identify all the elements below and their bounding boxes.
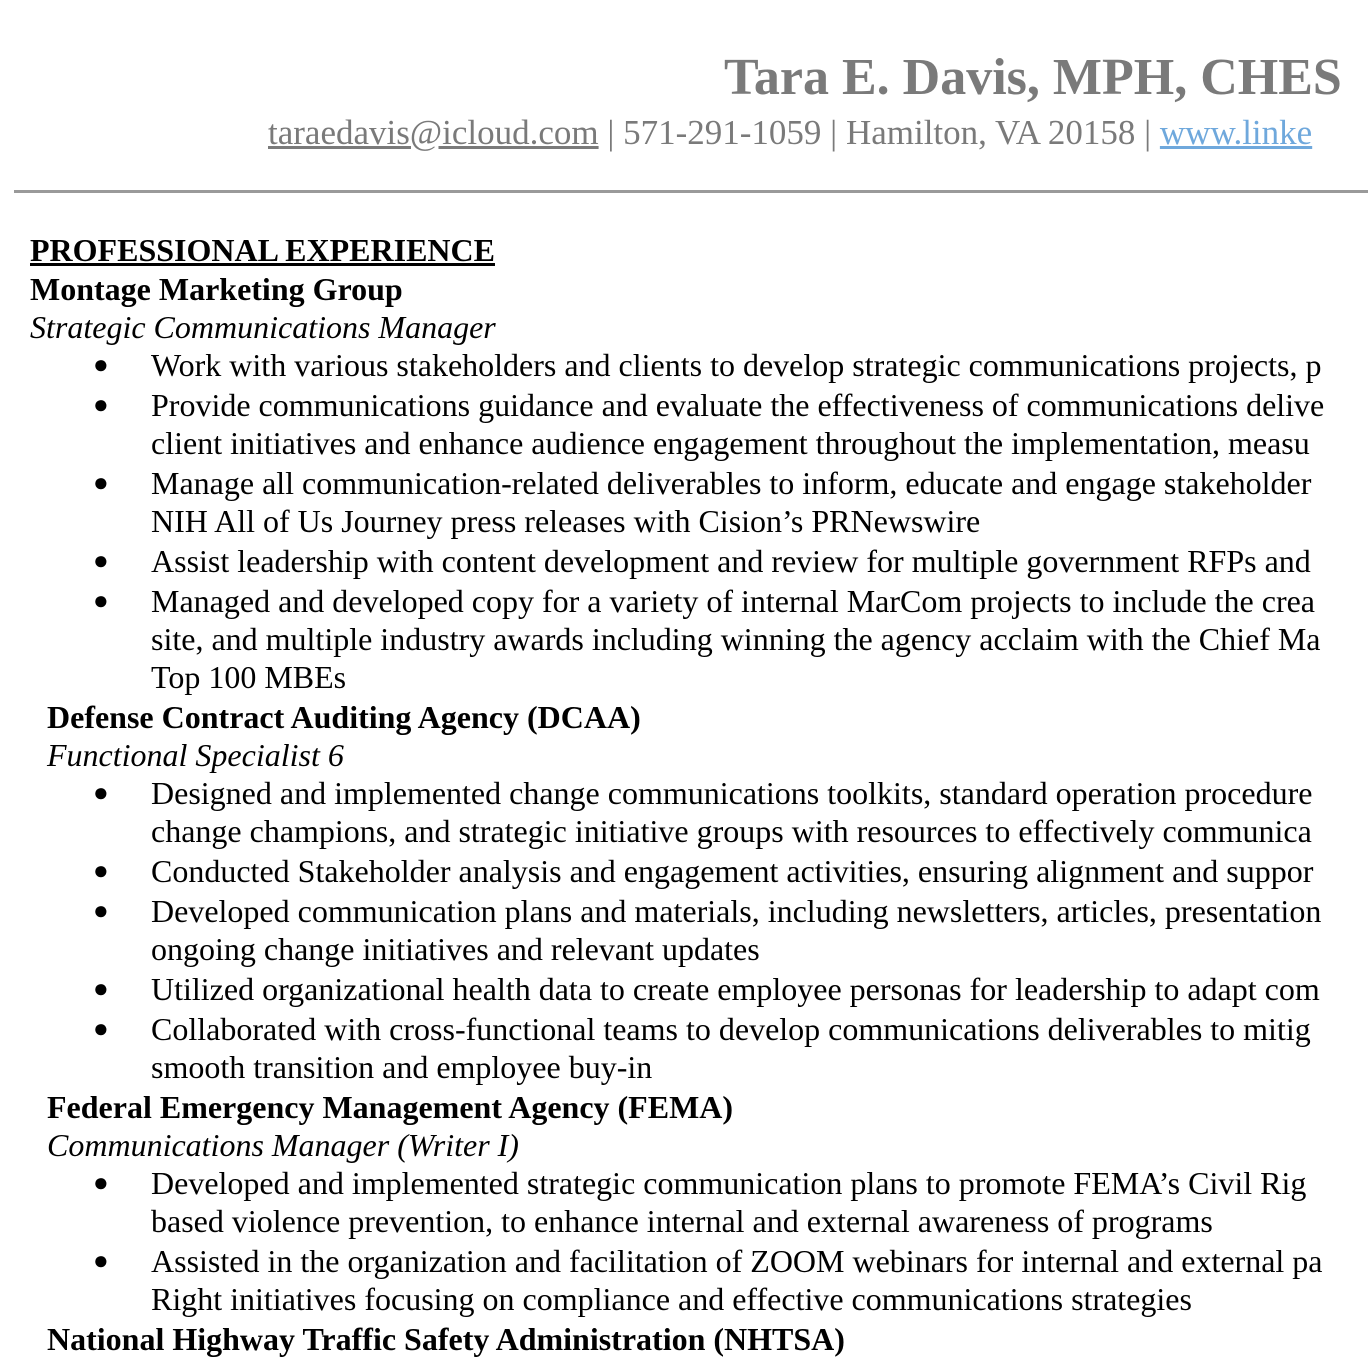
bullet-text: smooth transition and employee buy-in [151, 1049, 653, 1085]
bullet-text: ongoing change initiatives and relevant updates [151, 931, 760, 967]
email-link[interactable]: taraedavis@icloud.com [268, 113, 599, 152]
bullet-text: Conducted Stakeholder analysis and engagement activities, ensuring alignment and suppor [151, 853, 1314, 889]
list-item [0, 1164, 1368, 1240]
list-item [0, 892, 1368, 968]
separator: | [1135, 113, 1160, 152]
bullet-text: Top 100 MBEs [151, 659, 347, 695]
bullet-text: Utilized organizational health data to create employee personas for leadership to adapt com [151, 971, 1320, 1007]
job-title: Strategic Communications Manager [30, 309, 496, 345]
experience-entry [0, 698, 1368, 1086]
bullet-text: Right initiatives focusing on compliance and effective communications strategies [151, 1281, 1192, 1317]
bullet-text: Managed and developed copy for a variety of internal MarCom projects to include the crea [151, 583, 1315, 619]
list-item [0, 774, 1368, 850]
bullet-icon: ● [93, 974, 109, 1003]
bullet-icon: ● [93, 1246, 109, 1275]
bullet-text: Developed communication plans and materials, including newsletters, articles, presentation [151, 893, 1322, 929]
phone-number: 571-291-1059 [623, 113, 822, 152]
bullet-text: site, and multiple industry awards including winning the agency acclaim with the Chief Ma [151, 621, 1321, 657]
bullet-text: Developed and implemented strategic communication plans to promote FEMA’s Civil Rig [151, 1165, 1307, 1201]
list-item [0, 386, 1368, 462]
linkedin-link[interactable]: www.linke [1159, 113, 1313, 152]
organization-name: National Highway Traffic Safety Administration (NHTSA) [47, 1321, 845, 1357]
list-item [0, 1010, 1368, 1086]
bullet-text: Collaborated with cross-functional teams to develop communications deliverables to mitig [151, 1011, 1311, 1047]
bullet-icon: ● [93, 896, 109, 925]
responsibility-list [0, 346, 1368, 696]
location: Hamilton, VA 20158 [845, 113, 1136, 152]
separator: | [821, 113, 846, 152]
section-title: PROFESSIONAL EXPERIENCE [30, 232, 495, 268]
list-item [0, 582, 1368, 696]
bullet-icon: ● [93, 1014, 109, 1043]
experience-entry [0, 1320, 1368, 1358]
candidate-name: Tara E. Davis, MPH, CHES [724, 49, 1342, 106]
bullet-icon: ● [93, 546, 109, 575]
organization-name: Defense Contract Auditing Agency (DCAA) [47, 699, 641, 735]
bullet-text: Work with various stakeholders and clients to develop strategic communications projects, p [151, 347, 1322, 383]
bullet-text: Designed and implemented change communications toolkits, standard operation procedure [151, 775, 1313, 811]
bullet-icon: ● [93, 778, 109, 807]
bullet-text: Manage all communication-related deliverables to inform, educate and engage stakeholder [151, 465, 1312, 501]
bullet-icon: ● [93, 856, 109, 885]
bullet-icon: ● [93, 586, 109, 615]
bullet-icon: ● [93, 350, 109, 379]
bullet-icon: ● [93, 390, 109, 419]
bullet-text: Assisted in the organization and facilitation of ZOOM webinars for internal and external pa [151, 1243, 1323, 1279]
separator: | [598, 113, 624, 152]
list-item [0, 852, 1368, 890]
list-item [0, 542, 1368, 580]
responsibility-list [0, 1164, 1368, 1318]
list-item [0, 346, 1368, 384]
bullet-text: client initiatives and enhance audience engagement throughout the implementation, measu [151, 425, 1310, 461]
job-title: Communications Manager (Writer I) [47, 1127, 519, 1163]
bullet-text: change champions, and strategic initiative groups with resources to effectively communica [151, 813, 1312, 849]
experience-section [0, 230, 1368, 1358]
list-item [0, 970, 1368, 1008]
bullet-icon: ● [93, 468, 109, 497]
bullet-text: Assist leadership with content development and review for multiple government RFPs and [151, 543, 1311, 579]
list-item [0, 464, 1368, 540]
experience-entries [0, 270, 1368, 1358]
responsibility-list [0, 774, 1368, 1086]
job-title: Functional Specialist 6 [47, 737, 344, 773]
experience-entry [0, 1088, 1368, 1318]
organization-name: Federal Emergency Management Agency (FEMA) [47, 1089, 734, 1125]
header-divider [14, 190, 1368, 193]
bullet-text: NIH All of Us Journey press releases with Cision’s PRNewswire [151, 503, 981, 539]
contact-line [268, 112, 1312, 154]
list-item [0, 1242, 1368, 1318]
bullet-text: Provide communications guidance and evaluate the effectiveness of communications delive [151, 387, 1325, 423]
experience-entry [0, 270, 1368, 696]
organization-name: Montage Marketing Group [30, 271, 403, 307]
bullet-text: based violence prevention, to enhance internal and external awareness of programs [151, 1203, 1213, 1239]
bullet-icon: ● [93, 1168, 109, 1197]
